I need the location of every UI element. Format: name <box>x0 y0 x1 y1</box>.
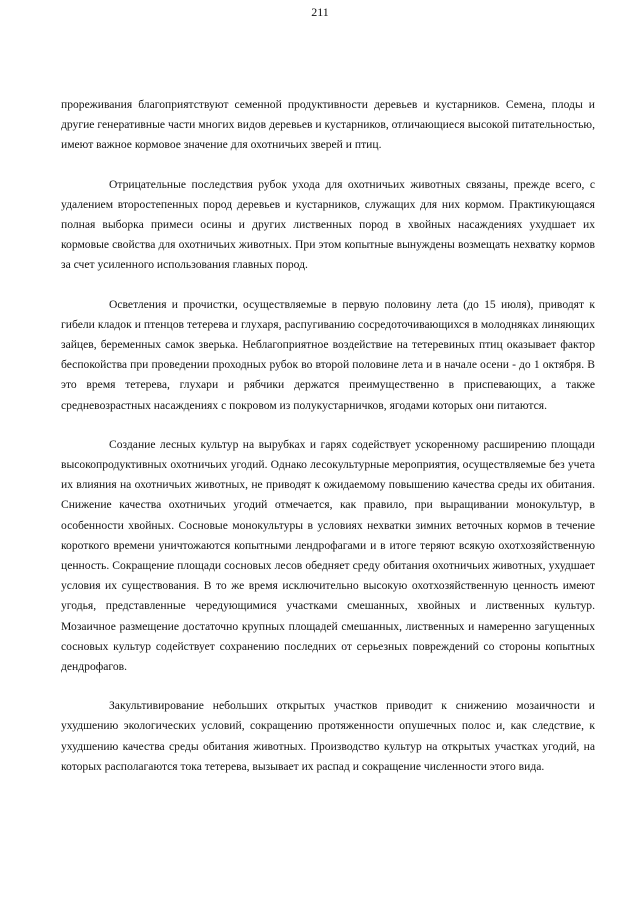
paragraph-3: Осветления и прочистки, осуществляемые в первую половину лета (до 15 июля), приводят к гибели кладок и птенцов тетерева и глухаря, распугиванию сосредоточивающихся в молодняках линяющих зайцев, беременных самок зверька. Неблагоприятное воздействие на тетеревиных птиц оказывает фактор беспокойства при проведении проходных рубок во второй половине лета и в начале осени - до 1 октября. В это время тетерева, глухари и рябчики держатся преимущественно в приспевающих, а также средневозрастных насаждениях с покровом из полукустарничков, ягодами которых они питаются. <box>61 297 595 412</box>
paragraph-5: Закультивирование небольших открытых участков приводит к снижению мозаичности и ухудшению экологических условий, сокращению протяженности опушечных полос и, как следствие, к ухудшению качества среды обитания животных. Производство культур на открытых участках угодий, на которых располагаются тока тетерева, вызывает их распад и сокращение численности этого вида. <box>61 699 595 773</box>
page-number: 211 <box>311 5 329 19</box>
document-body <box>61 95 595 796</box>
paragraph-2: Отрицательные последствия рубок ухода для охотничьих животных связаны, прежде всего, с удалением второстепенных пород деревьев и кустарников, служащих для них кормом. Практикующаяся полная выборка примеси осины и других лиственных пород в хвойных насаждениях ухудшает их кормовые свойства для охотничьих животных. При этом копытные вынуждены возмещать нехватку кормов за счет усиленного использования главных пород. <box>61 177 595 272</box>
paragraph-4: Создание лесных культур на вырубках и гарях содействует ускоренному расширению площади высокопродуктивных охотничьих угодий. Однако лесокультурные мероприятия, осуществляемые без учета их влияния на охотничьих животных, не приводят к ожидаемому повышению качества среды их обитания. Снижение качества охотничьих угодий отмечается, как правило, при выращивании монокультур, в особенности хвойных. Сосновые монокультуры в условиях нехватки зимних веточных кормов в течение короткого времени уничтожаются копытными лендрофагами и в итоге теряют всякую охотхозяйственную ценность. Сокращение площади сосновых лесов обедняет среду обитания охотничьих животных, ухудшает условия их существования. В то же время исключительно высокую охотхозяйственную ценность имеют угодья, представленные чередующимися участками смешанных, хвойных и лиственных культур. Мозаичное размещение достаточно крупных площадей смешанных, лиственных и намеренно загущенных сосновых культур содействует сохранению последних от серьезных повреждений со стороны копытных дендрофагов. <box>61 437 595 674</box>
paragraph-1: прореживания благоприятствуют семенной продуктивности деревьев и кустарников. Семена, плоды и другие генеративные части многих видов деревьев и кустарников, отличающиеся высокой питательностью, имеют важное кормовое значение для охотничьих зверей и птиц. <box>61 98 595 152</box>
